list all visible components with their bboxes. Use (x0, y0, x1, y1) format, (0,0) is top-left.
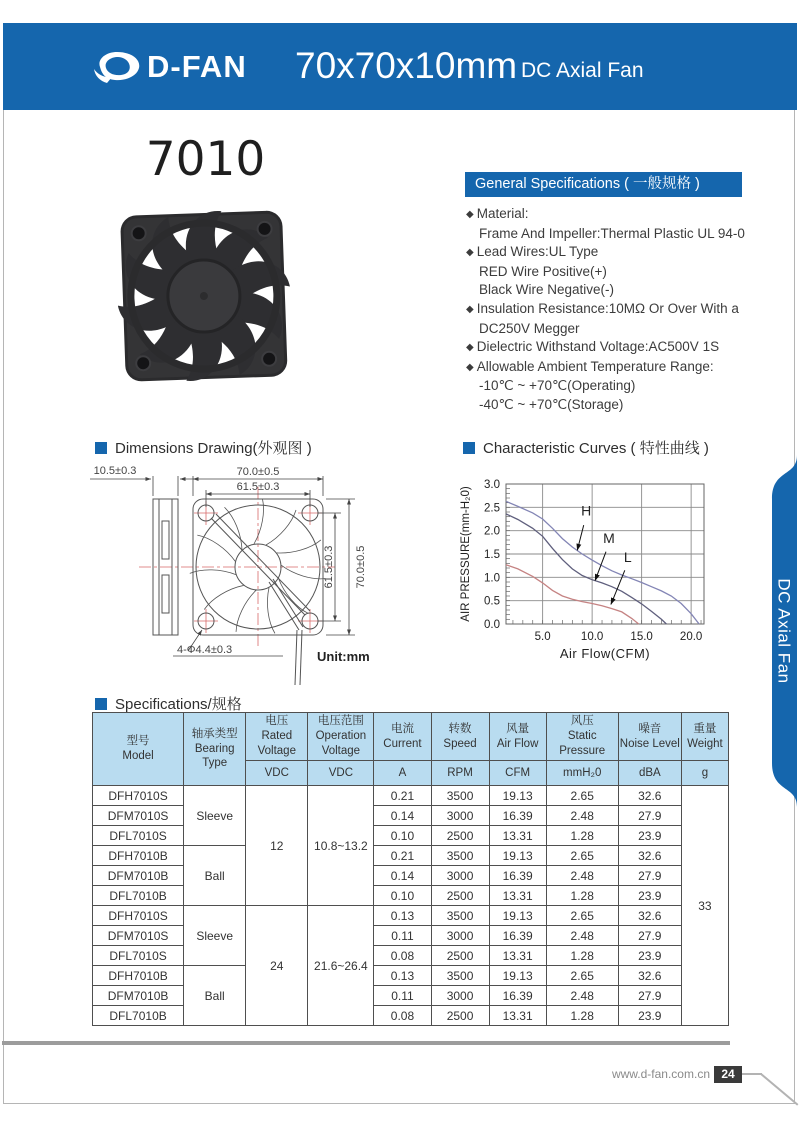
specs-section-heading (95, 693, 242, 714)
table-cell: 12 (246, 786, 308, 906)
table-cell: 13.31 (489, 886, 546, 906)
table-cell: 2.48 (546, 806, 618, 826)
column-unit: mmH₂0 (546, 761, 618, 786)
table-cell: Ball (184, 966, 246, 1026)
dimension-lines (90, 476, 355, 656)
table-cell: 24 (246, 906, 308, 1026)
table-cell: 0.21 (374, 846, 431, 866)
table-cell: 1.28 (546, 946, 618, 966)
table-cell: 19.13 (489, 966, 546, 986)
table-cell: 2500 (431, 886, 489, 906)
table-cell: 16.39 (489, 866, 546, 886)
table-cell: DFH7010B (93, 966, 184, 986)
footer-decoration-line (742, 1073, 762, 1075)
table-cell: 0.08 (374, 946, 431, 966)
column-header: 轴承类型 Bearing Type (184, 713, 246, 786)
table-cell: 32.6 (618, 906, 681, 926)
table-cell: 3500 (431, 906, 489, 926)
dim-outer-width: 70.0±0.5 (236, 466, 280, 478)
general-specs-title: General Specifications ( 一般规格 ) (465, 172, 742, 197)
table-cell: 32.6 (618, 966, 681, 986)
table-cell: 32.6 (618, 846, 681, 866)
table-cell: 2.48 (546, 866, 618, 886)
svg-text:1.0: 1.0 (484, 572, 500, 585)
table-row (93, 966, 729, 986)
table-cell: 23.9 (618, 886, 681, 906)
blue-square-icon (95, 442, 107, 454)
characteristic-curves-chart (458, 472, 726, 672)
curves-section-heading (463, 437, 709, 458)
model-number: 7010 (145, 132, 266, 187)
spec-line: Black Wire Negative(-) (479, 282, 615, 298)
table-cell: 27.9 (618, 806, 681, 826)
spec-line: -10℃ ~ +70℃(Operating) (479, 378, 636, 394)
table-cell: DFH7010S (93, 906, 184, 926)
website-link[interactable]: www.d-fan.com.cn (611, 1067, 710, 1081)
blue-square-icon (95, 698, 107, 710)
spec-line: ◆ Allowable Ambient Temperature Range: (466, 358, 714, 374)
table-cell: 16.39 (489, 806, 546, 826)
dimensions-section-heading (95, 437, 312, 458)
table-row (93, 846, 729, 866)
column-header: 型号 Model (93, 713, 184, 786)
svg-text:3.0: 3.0 (484, 479, 500, 491)
specs-section-title: Specifications/规格 (115, 696, 242, 713)
general-specs-list (466, 205, 776, 415)
table-cell: 2.48 (546, 926, 618, 946)
table-cell: 21.6~26.4 (308, 906, 374, 1026)
table-cell: 16.39 (489, 926, 546, 946)
svg-text:2.5: 2.5 (484, 502, 500, 515)
table-cell: 33 (681, 786, 728, 1026)
spec-line: ◆ Dielectric Withstand Voltage:AC500V 1S (466, 339, 720, 355)
table-cell: 0.13 (374, 906, 431, 926)
table-cell: Ball (184, 846, 246, 906)
side-tab-label: DC Axial Fan (774, 578, 794, 684)
table-cell: DFM7010B (93, 986, 184, 1006)
column-unit: A (374, 761, 431, 786)
table-cell: 0.11 (374, 926, 431, 946)
footer-rule (2, 1041, 730, 1045)
specifications-table (92, 712, 729, 1026)
dimensions-drawing (85, 463, 445, 691)
table-header (93, 713, 729, 786)
column-unit: dBA (618, 761, 681, 786)
brand-logo (93, 47, 247, 87)
table-cell: 3500 (431, 966, 489, 986)
curves-section-title: Characteristic Curves ( 特性曲线 ) (483, 440, 709, 457)
table-cell: 23.9 (618, 1006, 681, 1026)
table-cell: DFL7010S (93, 946, 184, 966)
table-cell: 0.21 (374, 786, 431, 806)
table-cell: 19.13 (489, 906, 546, 926)
table-cell: 10.8~13.2 (308, 786, 374, 906)
table-cell: 0.08 (374, 1006, 431, 1026)
header-product-type: DC Axial Fan (521, 59, 644, 82)
column-unit: VDC (308, 761, 374, 786)
column-header: 重量 Weight (681, 713, 728, 761)
table-cell: 27.9 (618, 866, 681, 886)
table-cell: 0.10 (374, 886, 431, 906)
spec-line: DC250V Megger (479, 320, 580, 336)
table-cell: 3000 (431, 986, 489, 1006)
spec-line: ◆ Material: (466, 206, 529, 221)
table-cell: 13.31 (489, 946, 546, 966)
table-row (93, 906, 729, 926)
front-view (190, 499, 326, 685)
column-header: 电压 Rated Voltage (246, 713, 308, 761)
table-cell: 13.31 (489, 826, 546, 846)
table-cell: 1.28 (546, 1006, 618, 1026)
table-cell: 2500 (431, 1006, 489, 1026)
spec-line: ◆ Insulation Resistance:10MΩ Or Over With a (466, 300, 739, 316)
svg-text:5.0: 5.0 (534, 631, 551, 643)
dim-outer-height: 70.0±0.5 (355, 545, 367, 589)
table-cell: 2500 (431, 826, 489, 846)
table-cell: 2.65 (546, 966, 618, 986)
header-size-title: 70x70x10mm (295, 45, 518, 86)
spec-line: ◆ Lead Wires:UL Type (466, 244, 599, 260)
dimension-labels (94, 465, 370, 664)
side-tab-label-wrap (770, 455, 797, 807)
column-header: 电流 Current (374, 713, 431, 761)
table-cell: 3500 (431, 786, 489, 806)
column-header: 风量 Air Flow (489, 713, 546, 761)
svg-text:0.5: 0.5 (484, 595, 500, 608)
column-unit: g (681, 761, 728, 786)
column-unit: CFM (489, 761, 546, 786)
table-body (93, 786, 729, 1026)
dim-unit: Unit:mm (317, 649, 370, 664)
column-header: 转数 Speed (431, 713, 489, 761)
table-cell: 23.9 (618, 826, 681, 846)
table-cell: 0.11 (374, 986, 431, 1006)
svg-text:0.0: 0.0 (484, 619, 500, 631)
table-cell: 0.13 (374, 966, 431, 986)
svg-text:H: H (581, 502, 592, 519)
dimensions-section-title: Dimensions Drawing(外观图 ) (115, 440, 312, 457)
table-cell: 3000 (431, 806, 489, 826)
table-cell: 2.48 (546, 986, 618, 1006)
svg-text:15.0: 15.0 (630, 631, 653, 643)
table-cell: 16.39 (489, 986, 546, 1006)
spec-line: Frame And Impeller:Thermal Plastic UL 94-0 (479, 225, 745, 241)
table-cell: DFL7010S (93, 826, 184, 846)
dim-holes: 4-Φ4.4±0.3 (177, 644, 233, 656)
table-cell: 19.13 (489, 786, 546, 806)
table-cell: DFM7010S (93, 806, 184, 826)
table-cell: 0.14 (374, 866, 431, 886)
svg-text:10.0: 10.0 (580, 631, 604, 643)
table-cell: 13.31 (489, 1006, 546, 1026)
blue-square-icon (463, 442, 475, 454)
header-bar (3, 23, 797, 110)
table-cell: 0.14 (374, 806, 431, 826)
dim-inner-width: 61.5±0.3 (236, 481, 280, 493)
dim-side-width: 10.5±0.3 (93, 465, 137, 477)
table-cell: 3500 (431, 846, 489, 866)
svg-text:1.5: 1.5 (484, 549, 500, 561)
table-cell: 2.65 (546, 906, 618, 926)
table-cell: DFM7010B (93, 866, 184, 886)
svg-text:AIR PRESSURE(mm-H₂0): AIR PRESSURE(mm-H₂0) (460, 486, 472, 622)
table-cell: 23.9 (618, 946, 681, 966)
table-cell: 2.65 (546, 846, 618, 866)
page-number-badge: 24 (714, 1066, 742, 1083)
table-cell: 2500 (431, 946, 489, 966)
table-row (93, 786, 729, 806)
table-cell: DFH7010S (93, 786, 184, 806)
column-header: 风压 Static Pressure (546, 713, 618, 761)
column-unit: RPM (431, 761, 489, 786)
table-cell: 1.28 (546, 826, 618, 846)
svg-text:2.0: 2.0 (484, 525, 500, 538)
column-unit: VDC (246, 761, 308, 786)
svg-text:Air Flow(CFM): Air Flow(CFM) (559, 646, 651, 661)
table-cell: Sleeve (184, 786, 246, 846)
column-header: 噪音 Noise Level (618, 713, 681, 761)
table-cell: DFL7010B (93, 886, 184, 906)
table-cell: DFM7010S (93, 926, 184, 946)
spec-line: -40℃ ~ +70℃(Storage) (479, 396, 624, 412)
column-header: 电压范围 Operation Voltage (308, 713, 374, 761)
spec-line: RED Wire Positive(+) (479, 263, 607, 279)
brand-swirl-icon (93, 49, 143, 85)
table-cell: 27.9 (618, 926, 681, 946)
table-cell: 0.10 (374, 826, 431, 846)
svg-text:20.0: 20.0 (679, 631, 703, 643)
table-cell: Sleeve (184, 906, 246, 966)
svg-text:L: L (623, 548, 632, 565)
table-cell: 3000 (431, 866, 489, 886)
svg-text:M: M (603, 529, 615, 546)
brand-name: D-FAN (147, 49, 247, 84)
table-cell: 2.65 (546, 786, 618, 806)
dim-inner-height: 61.5±0.3 (323, 545, 335, 589)
table-cell: 3000 (431, 926, 489, 946)
fan-photo (118, 203, 292, 395)
table-cell: 19.13 (489, 846, 546, 866)
table-cell: 32.6 (618, 786, 681, 806)
table-cell: DFH7010B (93, 846, 184, 866)
table-cell: DFL7010B (93, 1006, 184, 1026)
table-cell: 1.28 (546, 886, 618, 906)
table-cell: 27.9 (618, 986, 681, 1006)
